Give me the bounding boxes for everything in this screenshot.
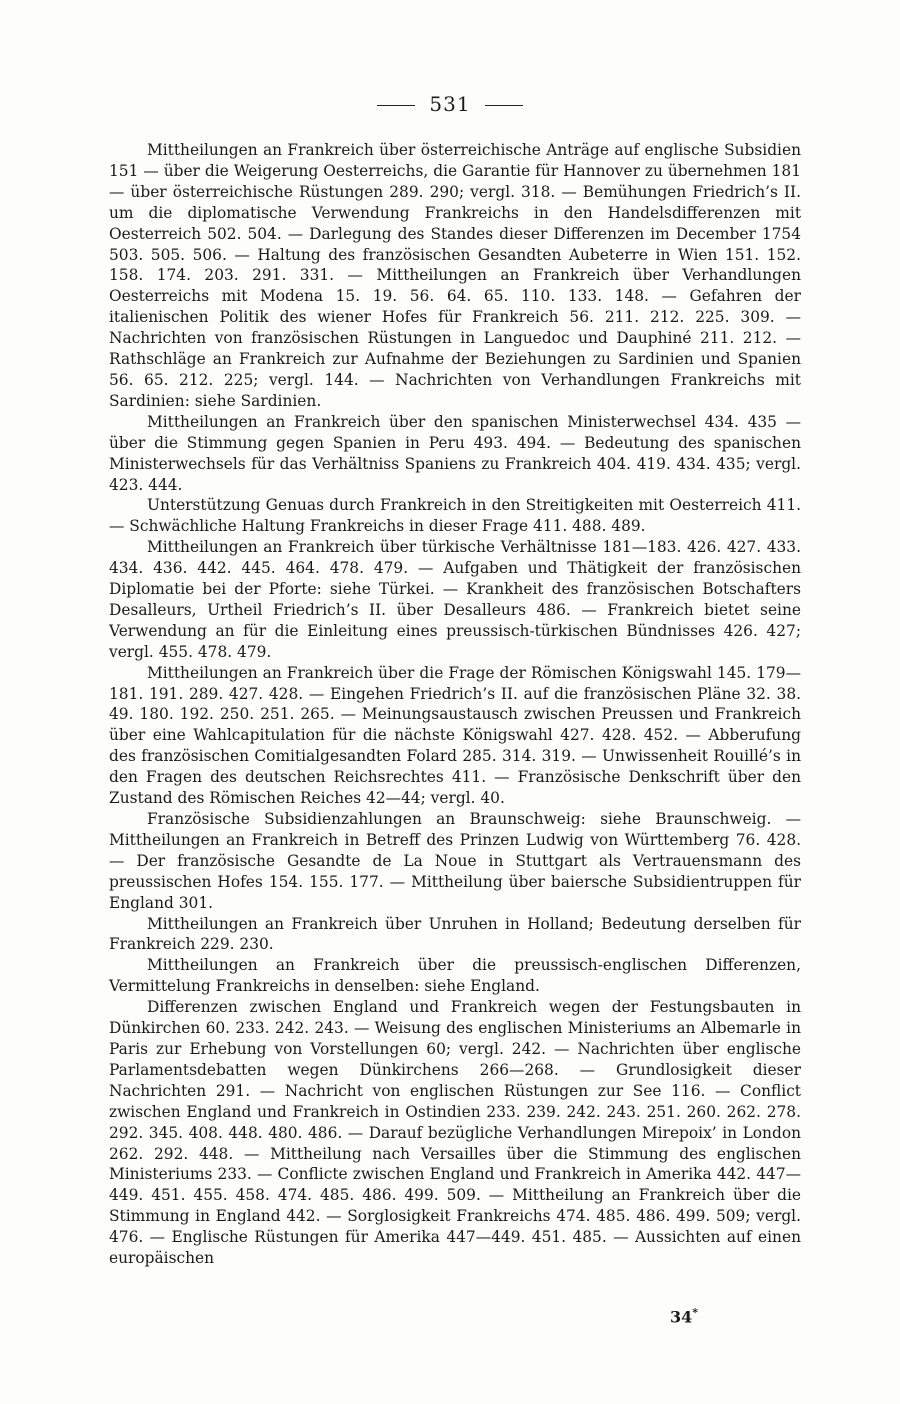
index-paragraph: Mittheilungen an Frankreich über Unruhen in Holland; Bedeutung derselben für Frankreich 229. 230. [109, 914, 801, 954]
index-paragraph: Unterstützung Genuas durch Frankreich in den Streitigkeiten mit Oesterreich 411. — Schwächliche Haltung Frankreichs in dieser Frage 411. 488. 489. [109, 496, 801, 536]
header-rule-left [377, 105, 415, 106]
page-header [0, 92, 900, 116]
index-paragraph: Differenzen zwischen England und Frankreich wegen der Festungsbauten in Dünkirchen 60. 233. 242. 243. — Weisung des englischen Ministeriums an Albemarle in Paris zur Erhebung von Vorstellungen 60; vergl. 242. — Nachrichten über englische Parlamentsdebatten wegen Dünkirchens 266—268. — Grundlosigkeit dieser Nachrichten 291. — Nachricht von englischen Rüstungen zur See 116. — Conflict zwischen England und Frankreich in Ostindien 233. 239. 242. 243. 251. 260. 262. 278. 292. 345. 408. 448. 480. 486. — Darauf bezügliche Verhandlungen Mirepoix’ in London 262. 292. 448. — Mittheilung nach Versailles über die Stimmung des englischen Ministeriums 233. — Conflicte zwischen England und Frankreich in Amerika 442. 447—449. 451. 455. 458. 474. 485. 486. 499. 509. — Mittheilung an Frankreich über die Stimmung in England 442. — Sorglosigkeit Frankreichs 474. 485. 486. 499. 509; vergl. 476. — Englische Rüstungen für Amerika 447—449. 451. 485. — Aussichten auf einen europäischen [109, 998, 801, 1268]
signature-mark: * [692, 1306, 699, 1319]
index-paragraph: Mittheilungen an Frankreich über österreichische Anträge auf englische Subsidien 151 — über die Weigerung Oesterreichs, die Garantie für Hannover zu übernehmen 181 — über österreichische Rüstungen 289. 290; vergl. 318. — Bemühungen Friedrich’s II. um die diplomatische Verwendung Frankreichs in den Handelsdifferenzen mit Oesterreich 502. 504. — Darlegung des Standes dieser Differenzen im December 1754 503. 505. 506. — Haltung des französischen Gesandten Aubeterre in Wien 151. 152. 158. 174. 203. 291. 331. — Mittheilungen an Frankreich über Verhandlungen Oesterreichs mit Modena 15. 19. 56. 64. 65. 110. 133. 148. — Gefahren der italienischen Politik des wiener Hofes für Frankreich 56. 211. 212. 225. 309. — Nachrichten von französischen Rüstungen in Languedoc und Dauphiné 211. 212. — Rathschläge an Frankreich zur Aufnahme der Beziehungen zu Sardinien und Spanien 56. 65. 212. 225; vergl. 144. — Nachrichten von Verhandlungen Frankreichs mit Sardinien: siehe Sardinien. [109, 141, 801, 410]
index-paragraph: Mittheilungen an Frankreich über die Frage der Römischen Königswahl 145. 179—181. 191. 289. 427. 428. — Eingehen Friedrich’s II. auf die französischen Pläne 32. 38. 49. 180. 192. 250. 251. 265. — Meinungsaustausch zwischen Preussen und Frankreich über eine Wahlcapitulation für die nächste Königswahl 427. 428. 452. — Abberufung des französischen Comitialgesandten Folard 285. 314. 319. — Unwissenheit Rouillé’s in den Fragen des deutschen Reichsrechtes 411. — Französische Denkschrift über den Zustand des Römischen Reiches 42—44; vergl. 40. [109, 663, 801, 808]
header-rule-right [485, 105, 523, 106]
printer-signature [670, 1306, 698, 1326]
index-paragraph: Mittheilungen an Frankreich über türkische Verhältnisse 181—183. 426. 427. 433. 434. 436. 442. 445. 464. 478. 479. — Aufgaben und Thätigkeit der französischen Diplomatie bei der Pforte: siehe Türkei. — Krankheit des französischen Botschafters Desalleurs, Urtheil Friedrich’s II. über Desalleurs 486. — Frankreich bietet seine Verwendung an für die Einleitung eines preussisch-türkischen Bündnisses 426. 427; vergl. 455. 478. 479. [109, 538, 801, 661]
index-paragraph: Mittheilungen an Frankreich über die preussisch-englischen Differenzen, Vermittelung Frankreichs in denselben: siehe England. [109, 956, 801, 996]
index-body [109, 140, 801, 1269]
index-paragraph: Französische Subsidienzahlungen an Braunschweig: siehe Braunschweig. — Mittheilungen an Frankreich in Betreff des Prinzen Ludwig von Württemberg 76. 428. — Der französische Gesandte de La Noue in Stuttgart als Vertrauensmann des preussischen Hofes 154. 155. 177. — Mittheilung über baiersche Subsidientruppen für England 301. [109, 810, 801, 912]
index-paragraph: Mittheilungen an Frankreich über den spanischen Ministerwechsel 434. 435 — über die Stimmung gegen Spanien in Peru 493. 494. — Bedeutung des spanischen Ministerwechsels für das Verhältniss Spaniens zu Frankreich 404. 419. 434. 435; vergl. 423. 444. [109, 412, 801, 494]
signature-number: 34 [670, 1307, 693, 1327]
page-number: 531 [429, 92, 471, 116]
